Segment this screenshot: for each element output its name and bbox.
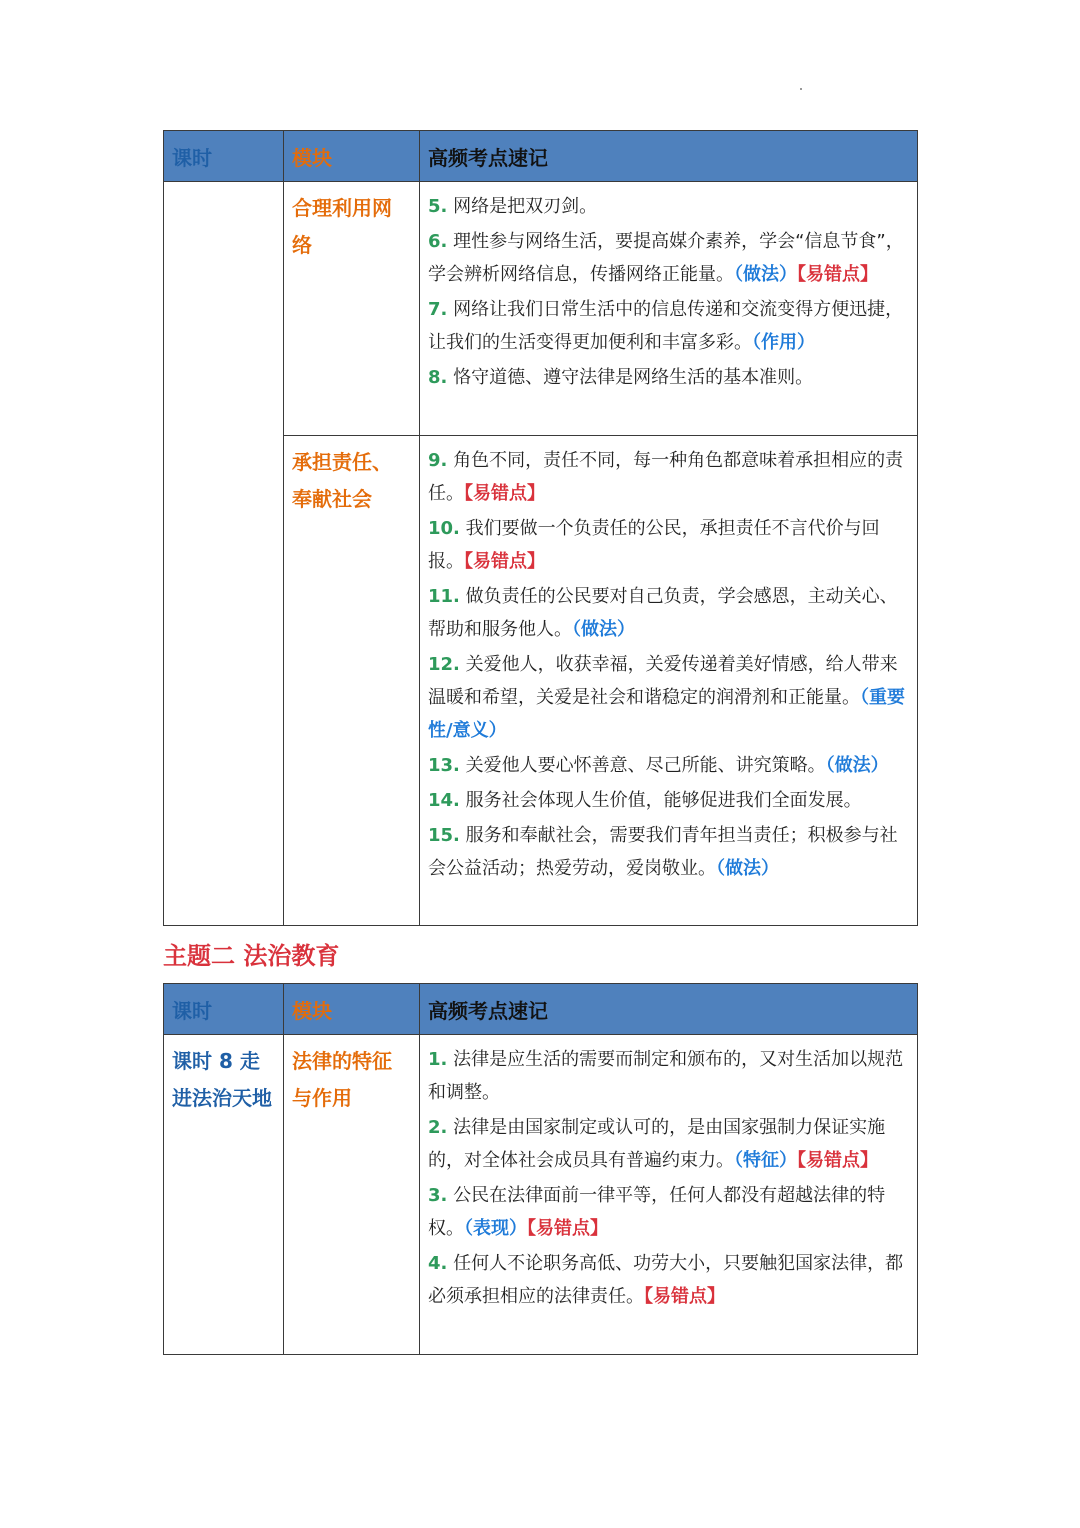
header-lesson: 课时 — [164, 131, 284, 182]
points-cell — [420, 436, 918, 926]
point-number: 8. — [428, 367, 448, 388]
category-tag: （做法） — [825, 755, 889, 776]
module-cell — [284, 182, 420, 436]
category-tag: （重要性/意义） — [428, 687, 905, 741]
point-item — [428, 648, 909, 747]
point-item — [428, 293, 909, 359]
point-item — [428, 819, 909, 885]
header-module: 模块 — [284, 131, 420, 182]
table-row — [164, 1035, 918, 1355]
point-text: 关爱他人，收获幸福，关爱传递着美好情感，给人带来温暖和希望，关爱是社会和谐稳定的润滑剂和正能量。 — [428, 654, 898, 708]
point-item — [428, 361, 909, 394]
point-number: 12. — [428, 654, 460, 675]
header-lesson: 课时 — [164, 984, 284, 1035]
category-tag: （做法） — [716, 858, 779, 879]
lesson-label: 课时 8 走进法治天地 — [172, 1049, 272, 1110]
point-number: 1. — [428, 1049, 448, 1070]
point-number: 15. — [428, 825, 460, 846]
points-cell — [420, 1035, 918, 1355]
point-item — [428, 512, 909, 578]
point-item — [428, 1043, 909, 1109]
point-text: 公民在法律面前一律平等，任何人都没有超越法律的特权。 — [428, 1185, 886, 1239]
point-text: 任何人不论职务高低、功劳大小，只要触犯国家法律，都必须承担相应的法律责任。 — [428, 1253, 904, 1307]
point-number: 13. — [428, 755, 460, 776]
point-item — [428, 444, 909, 510]
point-number: 4. — [428, 1253, 448, 1274]
table-row — [164, 182, 918, 436]
error-prone-tag: 【易错点】 — [644, 1286, 725, 1307]
error-prone-tag: 【易错点】 — [464, 483, 545, 504]
header-module: 模块 — [284, 984, 420, 1035]
point-text: 服务和奉献社会，需要我们青年担当责任；积极参与社会公益活动；热爱劳动，爱岗敬业。 — [428, 825, 898, 879]
point-number: 5. — [428, 196, 448, 217]
header-points: 高频考点速记 — [420, 984, 918, 1035]
point-number: 2. — [428, 1117, 448, 1138]
point-text: 理性参与网络生活，要提高媒介素养，学会“信息节食”，学会辨析网络信息，传播网络正能量。 — [428, 231, 904, 285]
category-tag: （表现） — [464, 1218, 527, 1239]
lesson-cell — [164, 182, 284, 926]
header-points: 高频考点速记 — [420, 131, 918, 182]
point-number: 10. — [428, 518, 460, 539]
category-tag: （做法） — [572, 619, 635, 640]
point-item — [428, 1247, 909, 1313]
table-header-row — [164, 131, 918, 182]
point-text: 网络是把双刃剑。 — [453, 196, 598, 217]
category-tag: （作用） — [752, 332, 815, 353]
point-number: 9. — [428, 450, 448, 471]
point-text: 恪守道德、遵守法律是网络生活的基本准则。 — [453, 367, 814, 388]
point-item — [428, 190, 909, 223]
category-tag: （特征） — [734, 1150, 797, 1171]
point-item — [428, 784, 909, 817]
point-text: 法律是应生活的需要而制定和颁布的，又对生活加以规范和调整。 — [428, 1049, 904, 1103]
point-item — [428, 749, 909, 782]
table-header-row — [164, 984, 918, 1035]
module-label: 法律的特征与作用 — [292, 1049, 392, 1110]
point-text: 角色不同，责任不同，每一种角色都意味着承担相应的责任。 — [428, 450, 904, 504]
point-number: 6. — [428, 231, 448, 252]
points-cell — [420, 182, 918, 436]
point-text: 我们要做一个负责任的公民，承担责任不言代价与回报。 — [428, 518, 880, 572]
module-cell — [284, 436, 420, 926]
point-item — [428, 580, 909, 646]
point-text: 法律是由国家制定或认可的，是由国家强制力保证实施的，对全体社会成员具有普遍约束力。 — [428, 1117, 886, 1171]
module-label: 合理利用网络 — [292, 196, 392, 257]
point-number: 7. — [428, 299, 448, 320]
table-topic1 — [163, 130, 918, 926]
point-text: 服务社会体现人生价值，能够促进我们全面发展。 — [465, 790, 862, 811]
point-item — [428, 225, 909, 291]
category-tag: （做法） — [734, 264, 797, 285]
error-prone-tag: 【易错点】 — [797, 1150, 878, 1171]
table-topic2 — [163, 983, 918, 1355]
module-label: 承担责任、奉献社会 — [292, 450, 392, 511]
point-text: 做负责任的公民要对自己负责，学会感恩，主动关心、帮助和服务他人。 — [428, 586, 898, 640]
point-text: 关爱他人要心怀善意、尽己所能、讲究策略。 — [465, 755, 826, 776]
point-item — [428, 1111, 909, 1177]
error-prone-tag: 【易错点】 — [527, 1218, 608, 1239]
point-number: 14. — [428, 790, 460, 811]
point-text: 网络让我们日常生活中的信息传递和交流变得方便迅捷，让我们的生活变得更加便利和丰富多彩。 — [428, 299, 904, 353]
point-item — [428, 1179, 909, 1245]
lesson-cell — [164, 1035, 284, 1355]
error-prone-tag: 【易错点】 — [464, 551, 545, 572]
section-title: 主题二 法治教育 — [163, 942, 340, 970]
point-number: 3. — [428, 1185, 448, 1206]
page-mark — [800, 88, 802, 90]
module-cell — [284, 1035, 420, 1355]
point-number: 11. — [428, 586, 460, 607]
error-prone-tag: 【易错点】 — [797, 264, 878, 285]
